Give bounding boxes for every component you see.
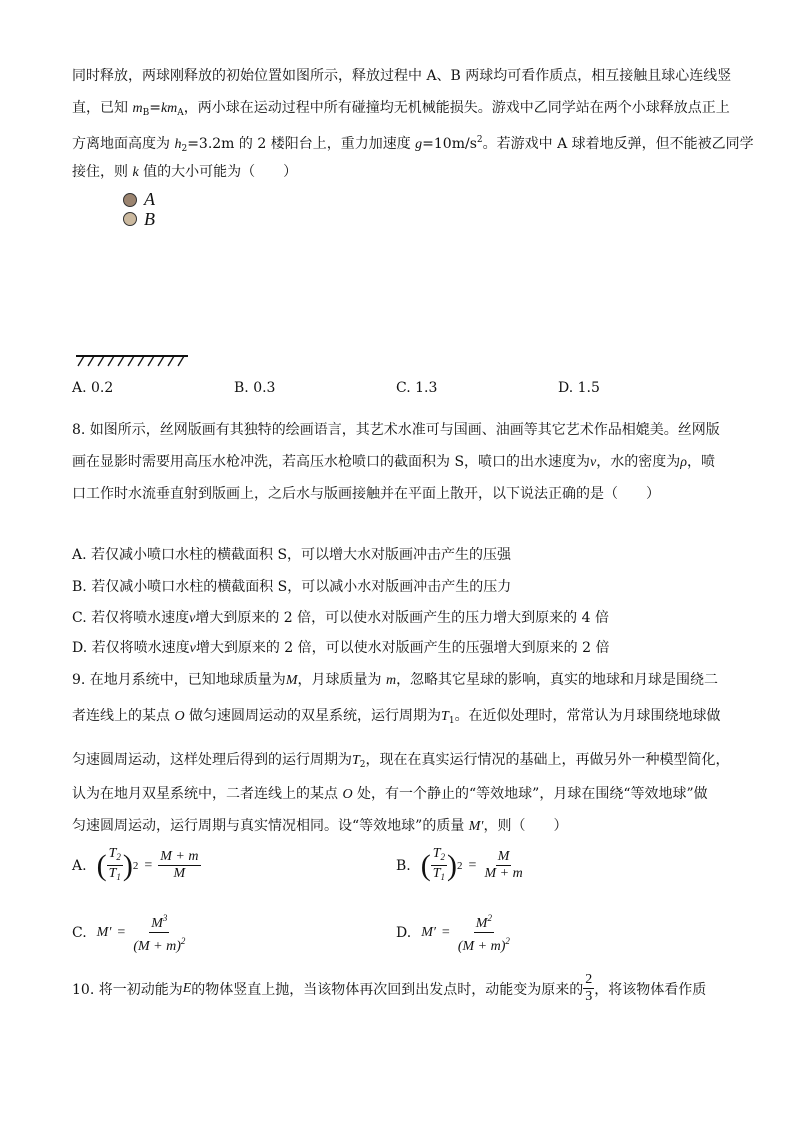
q8-option-text: B. 若仅减小喷口水柱的横截面积 S，可以减小水对版画冲击产生的压力 xyxy=(72,579,512,595)
option-letter: A. xyxy=(72,857,87,874)
fraction-denominator xyxy=(131,933,187,955)
fraction-numerator xyxy=(431,846,447,866)
option-letter: B. xyxy=(396,857,411,874)
math-var: k xyxy=(132,165,139,180)
fraction-a xyxy=(158,849,200,882)
q10-line-1 xyxy=(72,972,706,1005)
q8-option-text: 增大到原来的 2 倍，可以使水对版画产生的压力增大到原来的 4 倍 xyxy=(195,610,609,626)
math-op: = xyxy=(468,857,477,873)
math-op: = xyxy=(149,100,161,116)
math-sup: 2 xyxy=(457,859,463,872)
q9-text: ，现在在真实运行情况的基础上，再做另外一种模型简化， xyxy=(365,752,730,768)
q9-text: ，忽略其它星球的影响，真实的地球和月球是围绕二 xyxy=(396,672,719,688)
option-letter: C. xyxy=(72,924,87,941)
fraction-c xyxy=(131,910,187,955)
fraction-t2-t1 xyxy=(107,846,123,885)
math-var: v xyxy=(189,641,196,656)
q9-text: 做匀速圆周运动的双星系统，运行周期为 xyxy=(184,708,442,724)
q8-text: 画在显影时需要用高压水枪冲洗，若高压水枪喷口的截面积为 S，喷口的出水速度为 xyxy=(72,454,591,470)
fraction-numerator: M xyxy=(497,849,510,864)
q8-option-d xyxy=(72,638,609,659)
q8-text: 8. 如图所示，丝网版画有其独特的绘画语言，其艺术水准可与国画、油画等其它艺术作品相媲美。丝网版 xyxy=(72,422,720,438)
q8-option-b xyxy=(72,577,511,597)
math-sub: 1 xyxy=(116,872,121,882)
q8-option-a xyxy=(72,545,511,565)
math-var: M′ xyxy=(421,924,436,940)
math-var: g xyxy=(415,137,423,152)
q8-text: ，喷 xyxy=(687,454,715,470)
fraction-d xyxy=(456,910,512,955)
q9-line-5 xyxy=(72,816,568,837)
math-var: M xyxy=(285,673,298,688)
math-sub: 2 xyxy=(116,852,121,862)
math-op: = xyxy=(144,857,153,873)
ball-b-label: B xyxy=(144,209,155,229)
math-sub: 2 xyxy=(440,852,446,862)
math-var: T xyxy=(352,753,360,768)
math-var: v xyxy=(590,455,597,470)
q7-text: 方离地面高度为 xyxy=(72,136,175,152)
math-var: E xyxy=(182,980,192,996)
q9-option-c xyxy=(72,910,187,955)
fraction-denominator xyxy=(107,866,123,885)
q9-text: 处，有一个静止的“等效地球”，月球在围绕“等效地球”做 xyxy=(352,786,708,802)
fraction-denominator xyxy=(456,933,512,955)
q9-text: ，则（ ） xyxy=(483,818,568,834)
q7-text: 同时释放，两球刚释放的初始位置如图所示，释放过程中 A、B 两球均可看作质点，相互接触且球心连线竖 xyxy=(72,68,732,84)
math-var: m xyxy=(385,673,397,688)
math-var: O xyxy=(342,787,353,802)
fraction-b xyxy=(482,849,524,882)
fraction-denominator: M xyxy=(173,866,186,881)
q7-text: 值的大小可能为（ ） xyxy=(138,164,298,180)
math-var: v xyxy=(189,611,196,626)
fraction-denominator: M + m xyxy=(484,866,523,881)
q8-line-2 xyxy=(72,452,715,473)
fraction-denominator: 3 xyxy=(585,989,593,1004)
q8-line-1 xyxy=(72,420,720,440)
fraction-numerator xyxy=(149,910,169,933)
math-sub: A xyxy=(177,108,184,118)
q7-line-2 xyxy=(72,98,730,123)
q9-option-d xyxy=(396,910,512,955)
option-letter: D. xyxy=(396,924,412,941)
math-var: km xyxy=(160,101,178,116)
fraction-denominator xyxy=(431,866,447,885)
math-var: m xyxy=(132,101,143,116)
q9-line-4 xyxy=(72,784,708,805)
q9-option-b xyxy=(396,846,525,885)
q7-option-c: C. 1.3 xyxy=(396,380,438,396)
q8-option-text: D. 若仅将喷水速度 xyxy=(72,640,190,656)
ball-a-label: A xyxy=(144,189,155,209)
math-sub: 1 xyxy=(448,716,455,726)
math-op: = xyxy=(117,924,126,940)
math-sup: 3 xyxy=(162,913,168,923)
math-var: T xyxy=(432,846,441,861)
math-sub: 2 xyxy=(181,144,188,154)
q10-text: 10. 将一初动能为 xyxy=(72,981,183,998)
fraction-numerator xyxy=(107,846,123,866)
math-var: (M + m) xyxy=(457,939,506,954)
q8-option-text: A. 若仅减小喷口水柱的横截面积 S，可以增大水对版画冲击产生的压强 xyxy=(72,547,512,563)
math-sup: 2 xyxy=(505,936,510,946)
q7-line-3 xyxy=(72,130,754,159)
math-var: T xyxy=(108,846,117,861)
q7-option-d: D. 1.5 xyxy=(558,380,600,396)
q9-line-2 xyxy=(72,706,721,731)
paren-open: ( xyxy=(420,848,431,882)
q8-option-c xyxy=(72,608,609,629)
q9-text: 匀速圆周运动，运行周期与真实情况相同。设“等效地球”的质量 xyxy=(72,818,469,834)
paren-close: ) xyxy=(122,848,133,882)
math-var: M′ xyxy=(96,924,112,940)
fraction-t2-t1 xyxy=(431,846,447,885)
math-sup: 2 xyxy=(180,936,186,946)
q8-option-text: 增大到原来的 2 倍，可以使水对版画产生的压强增大到原来的 2 倍 xyxy=(195,640,610,656)
fraction-numerator: M + m xyxy=(160,849,199,864)
q7-text: =3.2m 的 2 楼阳台上，重力加速度 xyxy=(187,136,416,152)
math-var: (M + m) xyxy=(133,939,181,954)
math-var: ρ xyxy=(680,455,687,470)
q8-text: 口工作时水流垂直射到版画上，之后水与版画接触并在平面上散开，以下说法正确的是（ ） xyxy=(72,486,660,502)
paren-close: ) xyxy=(447,848,458,882)
math-var: T xyxy=(441,709,449,724)
q7-option-a: A. 0.2 xyxy=(72,380,114,396)
q7-text: =10m/s xyxy=(422,136,477,152)
q8-text: ，水的密度为 xyxy=(596,454,681,470)
math-sub: 2 xyxy=(359,760,366,770)
q9-text: 认为在地月双星系统中，二者连线上的某点 xyxy=(72,786,343,802)
q9-option-a xyxy=(72,846,201,885)
q7-text: 直，已知 xyxy=(72,100,133,116)
math-var: O xyxy=(174,709,185,724)
ball-a xyxy=(123,193,137,207)
q8-option-text: C. 若仅将喷水速度 xyxy=(72,610,190,626)
q10-text: ，将该物体看作质 xyxy=(594,981,707,998)
q9-text: 9. 在地月系统中，已知地球质量为 xyxy=(72,672,286,688)
paren-open: ( xyxy=(96,848,107,882)
q9-text: ，月球质量为 xyxy=(297,672,386,688)
q7-option-b: B. 0.3 xyxy=(234,380,276,396)
q9-text: 者连线上的某点 xyxy=(72,708,175,724)
q9-text: 匀速圆周运动，这样处理后得到的运行周期为 xyxy=(72,752,352,768)
q8-line-3 xyxy=(72,484,660,504)
q9-line-3 xyxy=(72,750,730,775)
math-var: M xyxy=(475,916,488,931)
math-sub: B xyxy=(142,108,150,118)
math-var: T xyxy=(432,866,441,881)
ground-hatch xyxy=(74,354,190,368)
q7-text: 接住，则 xyxy=(72,164,133,180)
ball-b xyxy=(123,212,137,226)
fraction-numerator: 2 xyxy=(585,972,593,987)
math-sup: 2 xyxy=(132,859,139,872)
q10-text: 的物体竖直上抛，当该物体再次回到出发点时，动能变为原来的 xyxy=(191,981,584,998)
q9-line-1 xyxy=(72,670,718,691)
fraction-numerator xyxy=(474,910,494,933)
math-op: = xyxy=(441,924,450,940)
q7-line-1 xyxy=(72,66,731,86)
math-sup: 2 xyxy=(487,913,492,923)
math-var: M′ xyxy=(468,819,484,834)
math-var: M xyxy=(151,916,163,931)
math-var: h xyxy=(174,137,182,152)
q7-text: 。若游戏中 A 球着地反弹，但不能被乙同学 xyxy=(482,136,754,152)
math-var: T xyxy=(108,866,117,881)
math-sup: 2 xyxy=(476,135,483,145)
q7-line-4 xyxy=(72,162,297,183)
fraction-two-thirds xyxy=(583,972,594,1005)
math-sub: 1 xyxy=(440,872,446,882)
q7-text: ，两小球在运动过程中所有碰撞均无机械能损失。游戏中乙同学站在两个小球释放点正上 xyxy=(183,100,730,116)
q9-text: 。在近似处理时，常常认为月球围绕地球做 xyxy=(454,708,721,724)
